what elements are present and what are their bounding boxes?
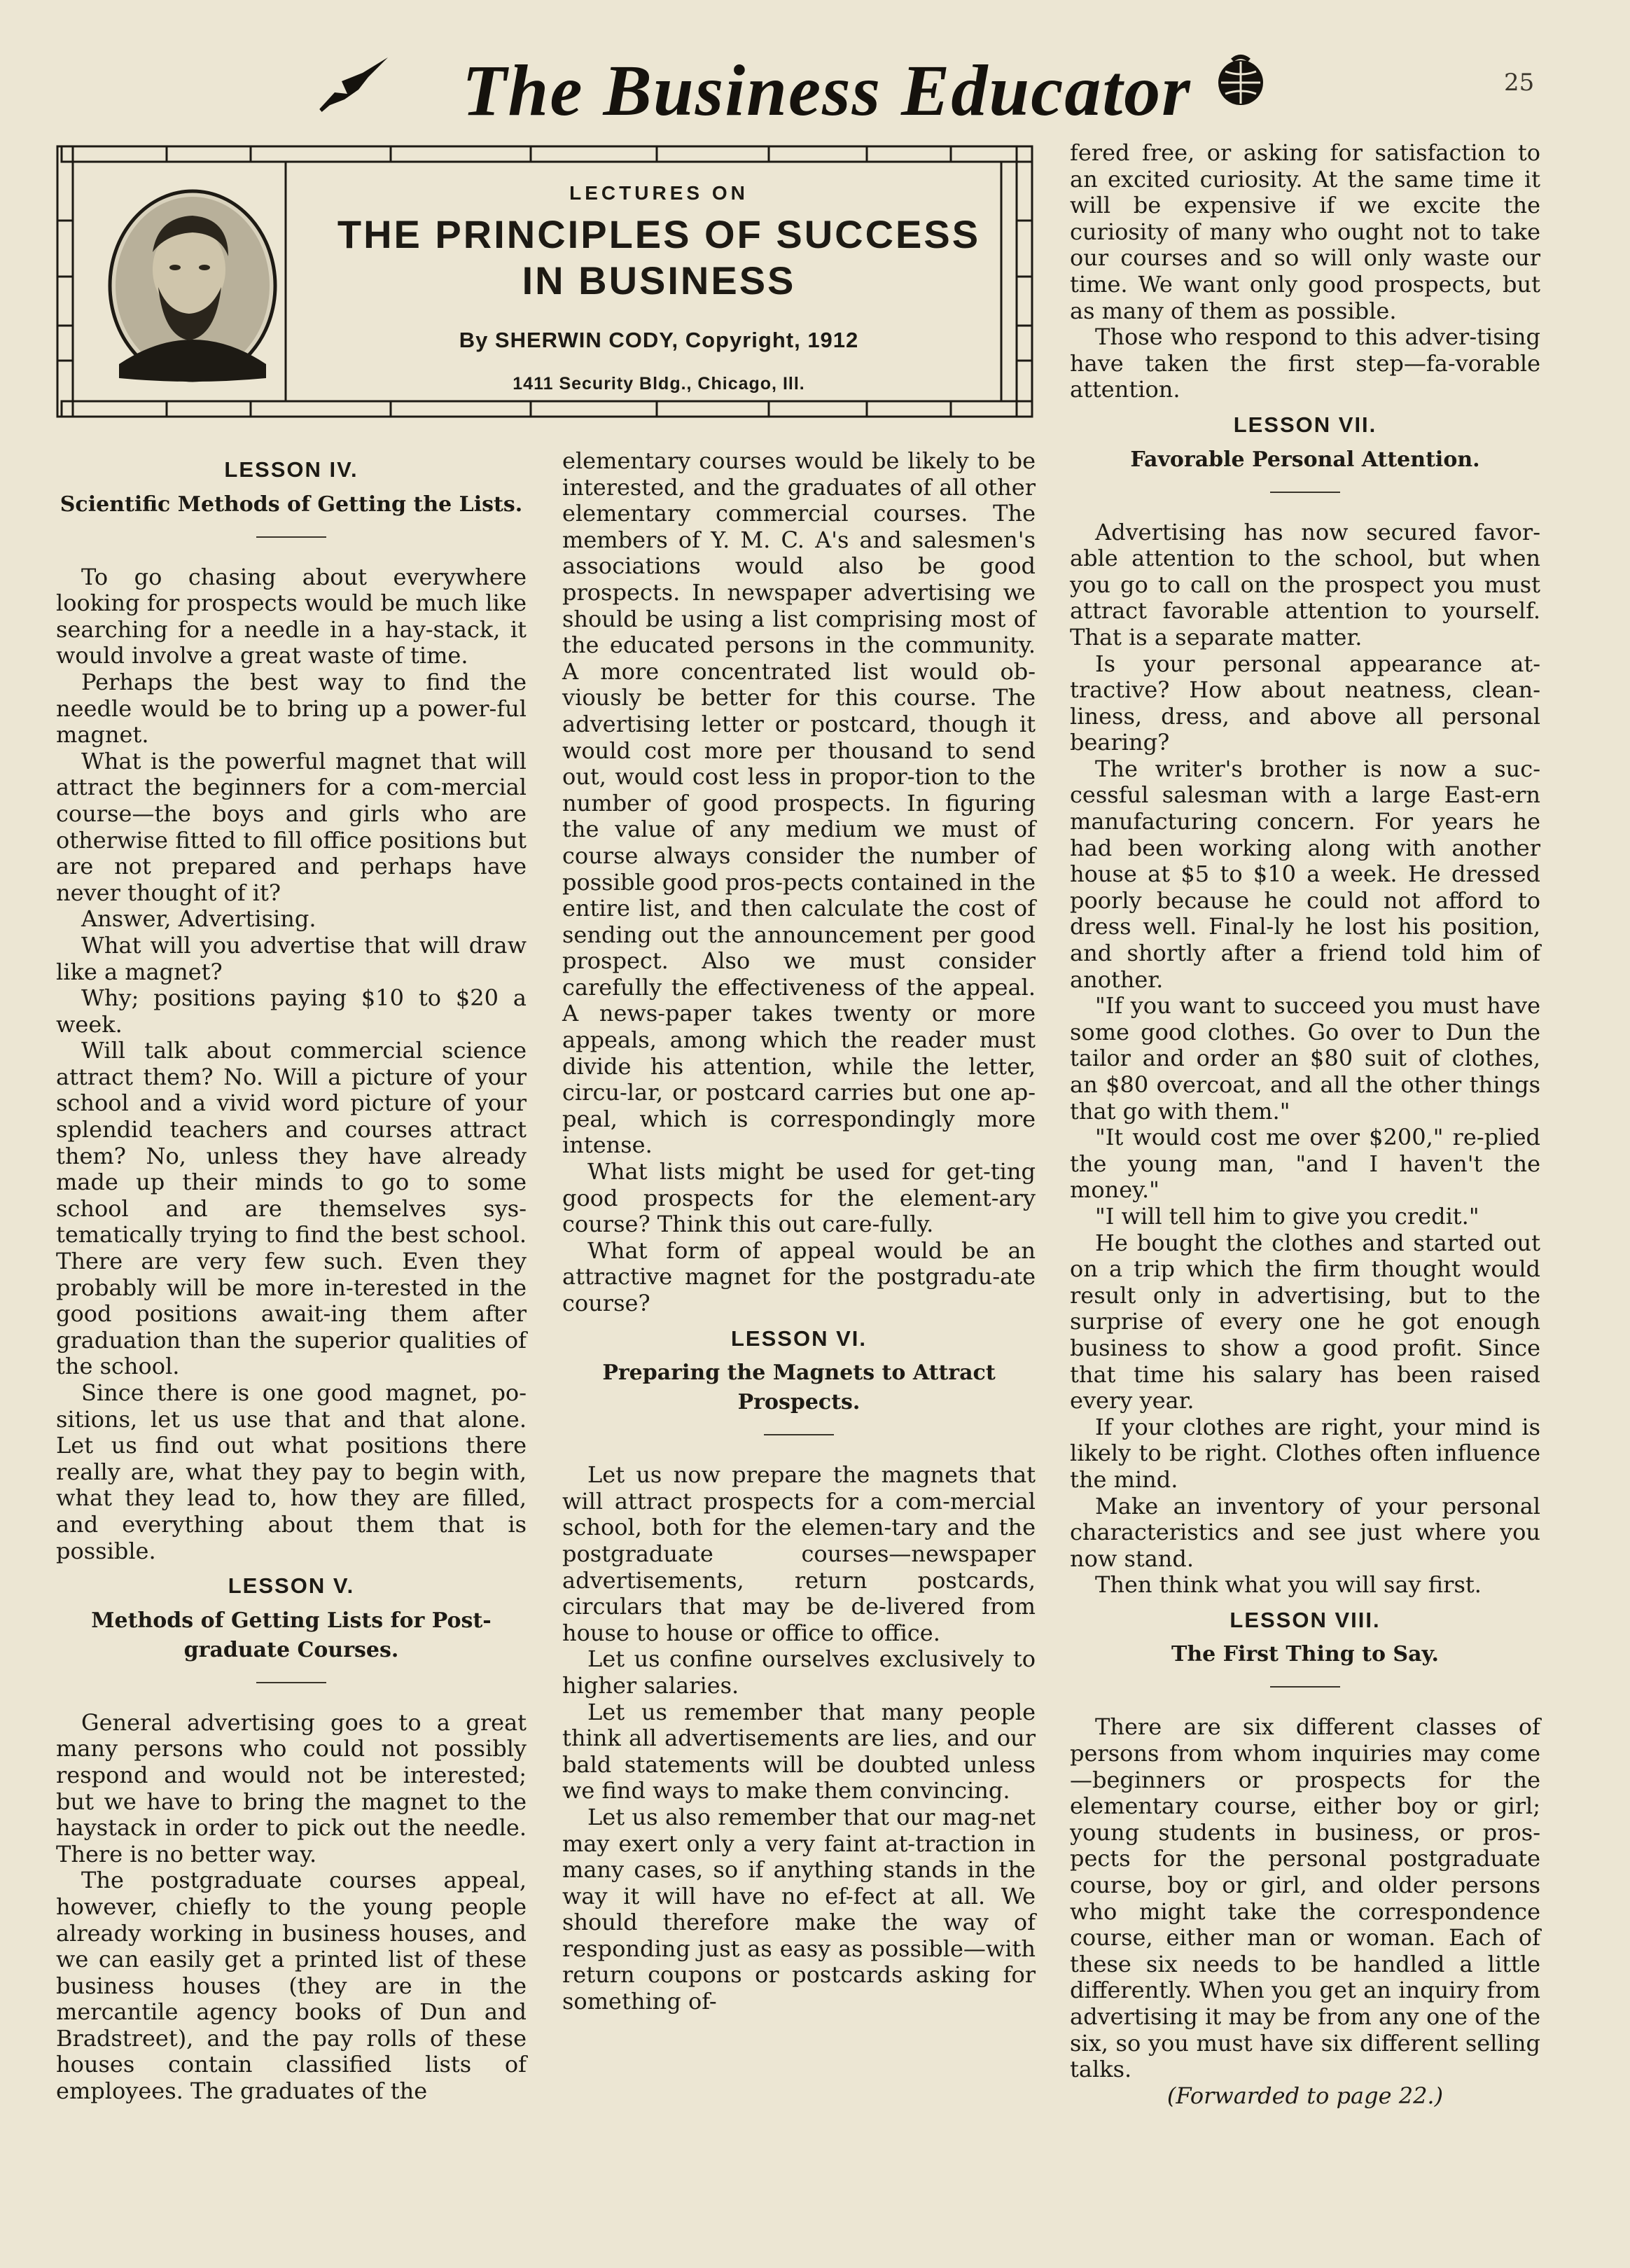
divider-rule [256,1682,326,1683]
masthead [0,42,1630,131]
lecture-header [55,144,1035,420]
paragraph: Let us also remember that our mag-net may exert only a very faint at-traction in many cases, so if anything stands in the way it will have no ef-fect at all. We should therefore make the way of responding just as easy as possible—with return coupons or postcards asking for something of- [562,1803,1036,2015]
page-number: 25 [1504,69,1535,97]
continued-note: (Forwarded to page 22.) [1166,2082,1444,2109]
paragraph: Answer, Advertising. [81,905,316,933]
lesson-8-subtitle: The First Thing to Say. [1171,1642,1439,1667]
lesson-5-subtitle: Methods of Getting Lists for Post-graduate Courses. [91,1608,492,1662]
paragraph: If your clothes are right, your mind is likely to be right. Clothes often influence the mind. [1070,1413,1540,1493]
paragraph: What will you advertise that will draw like a magnet? [56,931,527,985]
author-address: 1411 Security Bldg., Chicago, Ill. [513,374,805,394]
lesson-4-subtitle: Scientific Methods of Getting the Lists. [60,492,523,517]
paragraph: What is the powerful magnet that will attract the beginners for a com-mercial course—the boys and girls who are otherwise fitted to fill office positions but are not prepared and perhaps have never thought of it? [56,747,527,906]
lesson-7-subtitle: Favorable Personal Attention. [1130,447,1480,472]
column-left [56,448,527,2105]
paragraph: Let us now prepare the magnets that will attract prospects for a com-mercial school, both for the elemen-tary and the postgraduate courses—newspaper advertisements, return postcards, circulars that may be de-livered from house to house or office to office. [562,1461,1036,1646]
globe-emblem-icon [1211,52,1270,111]
paragraph: Let us remember that many people think all advertisements are lies, and our bald statements will be doubted unless we find ways to make them convincing. [562,1698,1036,1804]
lesson-7-heading: LESSON VII. [1233,412,1377,437]
paragraph: Make an inventory of your personal characteristics and see just where you now stand. [1070,1492,1540,1572]
paragraph: Those who respond to this adver-tising have taken the first step—fa-vorable attention. [1070,323,1540,403]
paragraph: The postgraduate courses appeal, however, chiefly to the young people already working in business houses, and we can easily get a printed list of these business houses (they are in the mercantile agency books of Dun and Bradstreet), and the pay rolls of these houses contain classified lists of employees. The graduates of the [56,1867,527,2105]
paragraph: "It would cost me over $200," re-plied the young man, "and I haven't the money." [1070,1124,1540,1204]
lectures-on-label: LECTURES ON [569,182,748,204]
quill-pen-icon [314,53,391,113]
series-title-line1: THE PRINCIPLES OF SUCCESS [337,212,981,256]
header-text [277,182,1040,394]
divider-rule [256,536,326,538]
paragraph: elementary courses would be likely to be interested, and the graduates of all other elementary commercial courses. The members of Y. M. C. A's and salesmen's associations would also be good prospects. In newspaper advertising we should be using a list comprising most of the educated persons in the community. A more concentrated list would ob-viously be better for this course. The advertising letter or postcard, though it would cost more per thousand to send out, would cost less in propor-tion to the number of good prospects. In figuring the value of any medium we must of course always consider the number of possible good pros-pects contained in the entire list, and then calculate the cost of sending out the announcement per good prospect. Also we must consider carefully the effectiveness of the appeal. A news-paper takes twenty or more appeals, among which the reader must divide his attention, while the letter, circu-lar, or postcard carries but one ap-peal, which is correspondingly more intense. [562,447,1036,1159]
paragraph: "If you want to succeed you must have some good clothes. Go over to Dun the tailor and order an $80 suit of clothes, an $80 overcoat, and all the other things that go with them." [1070,992,1540,1125]
series-title-line2: IN BUSINESS [522,258,796,302]
paragraph: What form of appeal would be an attractive magnet for the postgradu-ate course? [562,1237,1036,1316]
lesson-6-heading: LESSON VI. [731,1326,867,1351]
paragraph: To go chasing about everywhere looking for prospects would be much like searching for a needle in a hay-stack, it would involve a great waste of time. [56,563,527,669]
paragraph: General advertising goes to a great many persons who could not possibly respond and would not be interested; but we have to bring the magnet to the haystack in order to pick out the needle. There is no better way. [56,1709,527,1867]
series-title [277,211,1040,304]
column-right [1070,140,1540,2109]
paragraph: Perhaps the best way to find the needle would be to bring up a power-ful magnet. [56,668,527,749]
lesson-6-subtitle: Preparing the Magnets to Attract Prospects. [602,1361,996,1415]
paragraph: fered free, or asking for satisfaction to an excited curiosity. At the same time it will be expensive if we excite the curiosity of many who ought not to take our courses and so will only waste our time. We want only good prospects, but as many of them as possible. [1070,139,1540,324]
lesson-5-heading: LESSON V. [228,1573,355,1599]
paragraph: Let us confine ourselves exclusively to higher salaries. [562,1646,1036,1699]
lesson-8-heading: LESSON VIII. [1230,1607,1381,1632]
paragraph: He bought the clothes and started out on a trip which the firm thought would result only in advertising, but to the surprise of every one he got enough business to show a good profit. Since that time his salary has been raised every year. [1070,1229,1540,1414]
divider-rule [1270,1686,1340,1688]
paragraph: Then think what you will say first. [1095,1571,1482,1599]
lesson-4-heading: LESSON IV. [224,457,358,482]
paragraph: There are six different classes of persons from whom inquiries may come—beginners or prospects for the elementary course, either boy or girl; young students in business, or pros-pects for the personal postgraduate course, boy or girl, and older persons who might take the correspondence course, either man or woman. Each of these six needs to be handled a little differently. When you get an inquiry from advertising it may be from any one of the six, so you must have six different selling talks. [1070,1713,1540,2083]
divider-rule [764,1434,834,1435]
paragraph: Is your personal appearance at-tractive? How about neatness, clean-liness, dress, and above all personal bearing? [1070,650,1540,756]
paragraph: "I will tell him to give you credit." [1095,1202,1479,1230]
paragraph: Since there is one good magnet, po-sitions, let us use that and that alone. Let us find out what positions there really are, what they pay to begin with, what they lead to, how they are filled, and everything about them that is possible. [56,1379,527,1564]
masthead-title: The Business Educator [462,50,1192,131]
paragraph: Will talk about commercial science attract them? No. Will a picture of your school and a vivid word picture of your splendid teachers and courses attract them? No, unless they have already made up their minds to go to some school and are themselves sys-tematically trying to find the best school. There are very few such. Even they probably will be more in-terested in the good positions await-ing them after graduation than the superior qualities of the school. [56,1037,527,1380]
paragraph: The writer's brother is now a suc-cessful salesman with a large East-ern manufacturing concern. For years he had been working along with another house at $5 to $10 a week. He dressed poorly because he could not afford to dress well. Final-ly he lost his position, and shortly after a friend told him of another. [1070,755,1540,993]
paragraph: What lists might be used for get-ting good prospects for the element-ary course? Think this out care-fully. [562,1158,1036,1238]
divider-rule [1270,492,1340,493]
author-byline: By SHERWIN CODY, Copyright, 1912 [459,328,859,352]
paragraph: Why; positions paying $10 to $20 a week. [56,985,527,1038]
paragraph: Advertising has now secured favor-able attention to the school, but when you go to call on the prospect you must attract favorable attention to yourself. That is a separate matter. [1070,518,1540,651]
column-middle [562,448,1036,2015]
